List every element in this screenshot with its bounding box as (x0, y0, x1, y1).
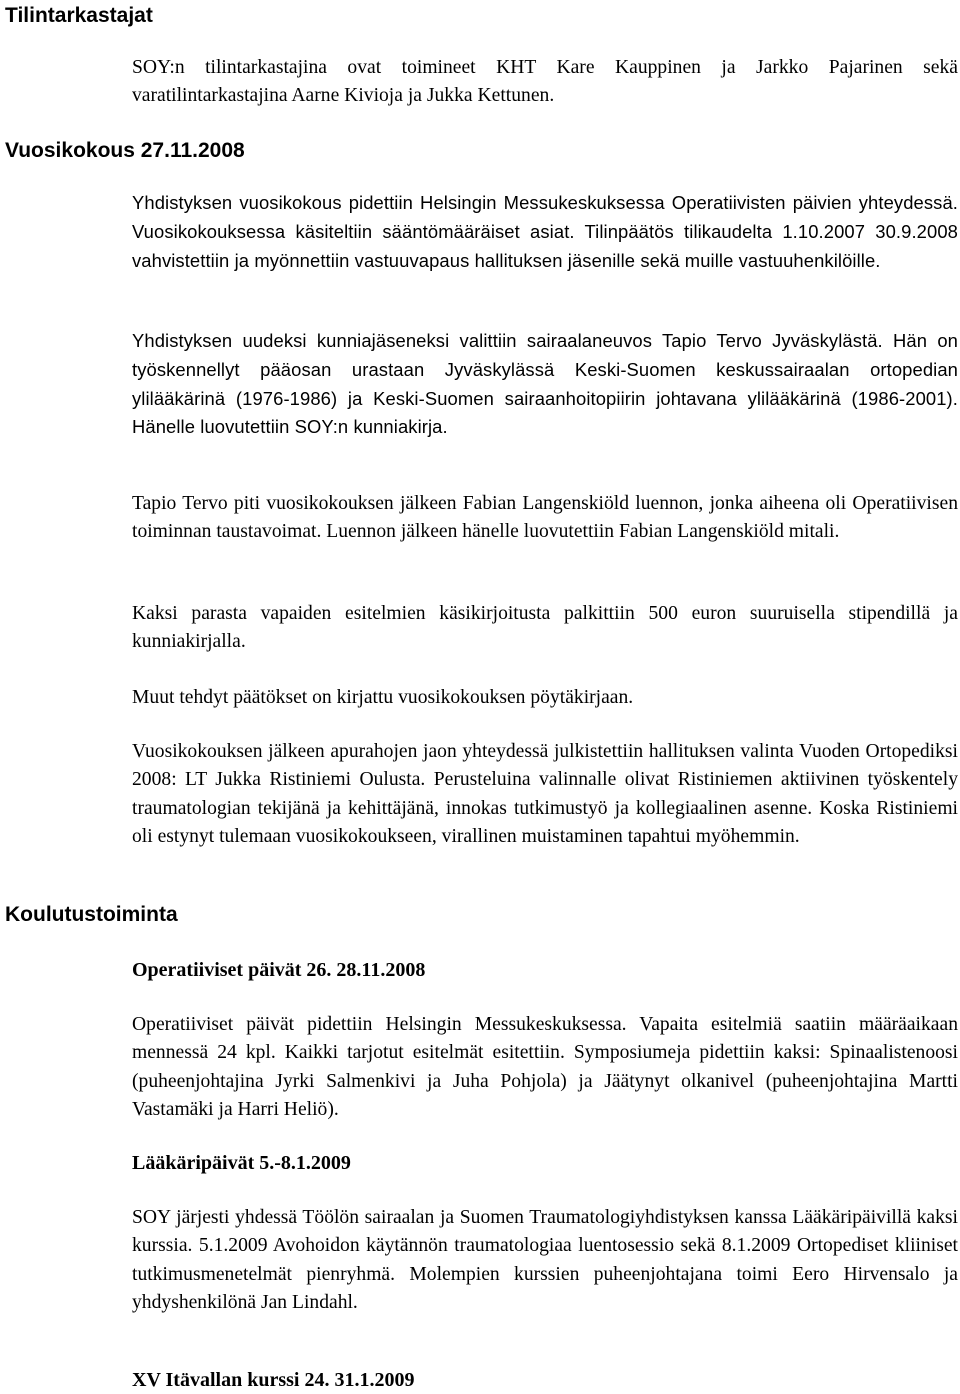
vuosikokous-paragraph-3: Tapio Tervo piti vuosikokouksen jälkeen Fabian Langenskiöld luennon, jonka aiheena oli Operatiivisen toiminnan taustavoimat. Luennon jälkeen hänelle luovutettiin Fabian Langenskiöld mitali. (132, 493, 958, 543)
section-heading-koulutustoiminta: Koulutustoiminta (5, 903, 178, 926)
section-heading-vuosikokous: Vuosikokous 27.11.2008 (5, 139, 245, 162)
laakaripaivat-paragraph: SOY järjesti yhdessä Töölön sairaalan ja Suomen Traumatologiyhdistyksen kanssa Lääkäripäivillä kaksi kurssia. 5.1.2009 Avohoidon käytännön traumatologiaa luentosessio sekä 8.1.2009 Ortopediset kliiniset tutkimusmenetelmät pienryhmä. Molempien kurssien puheenjohtajana toimi Eero Hirvensalo ja yhdyshenkilönä Jan Lindahl. (132, 1207, 958, 1314)
operatiiviset-paivat-title: Operatiiviset päivät 26. 28.11.2008 (132, 959, 426, 981)
vuosikokous-paragraph-1: Yhdistyksen vuosikokous pidettiin Helsingin Messukeskuksessa Operatiivisten päivien yhteydessä. Vuosikokouksessa käsiteltiin sääntömääräiset asiat. Tilinpäätös tilikaudelta 1.10.2007 30.9.2008 vahvistettiin ja myönnettiin vastuuvapaus hallituksen jäsenille sekä muille vastuuhenkilöille. (132, 192, 958, 271)
laakaripaivat-title: Lääkäripäivät 5.-8.1.2009 (132, 1152, 351, 1174)
itavallan-kurssi-title: XV Itävallan kurssi 24. 31.1.2009 (132, 1369, 415, 1391)
tilintarkastajat-paragraph: SOY:n tilintarkastajina ovat toimineet KHT Kare Kauppinen ja Jarkko Pajarinen sekä varatilintarkastajina Aarne Kivioja ja Jukka Kettunen. (132, 57, 958, 107)
vuosikokous-paragraph-2: Yhdistyksen uudeksi kunniajäseneksi valittiin sairaalaneuvos Tapio Tervo Jyväskylästä. Hän on työskennellyt pääosan urastaan Jyväskylässä Keski-Suomen keskussairaalan ortopedian ylilääkärinä (1976-1986) ja Keski-Suomen sairaanhoitopiirin johtavana ylilääkärinä (1986-2001). Hänelle luovutettiin SOY:n kunniakirja. (132, 330, 958, 438)
section-heading-tilintarkastajat: Tilintarkastajat (5, 4, 153, 27)
operatiiviset-paivat-paragraph: Operatiiviset päivät pidettiin Helsingin Messukeskuksessa. Vapaita esitelmiä saatiin määräaikaan mennessä 24 kpl. Kaikki tarjotut esitelmät esitettiin. Symposiumeja pidettiin kaksi: Spinaalistenoosi (puheenjohtajina Jyrki Salmenkivi ja Juha Pohjola) ja Jäätynyt olkanivel (puheenjohtajina Martti Vastamäki ja Harri Heliö). (132, 1014, 958, 1121)
vuosikokous-paragraph-4: Kaksi parasta vapaiden esitelmien käsikirjoitusta palkittiin 500 euron suuruisella stipendillä ja kunniakirjalla. (132, 603, 958, 653)
vuosikokous-paragraph-5: Muut tehdyt päätökset on kirjattu vuosikokouksen pöytäkirjaan. (132, 687, 634, 708)
vuosikokous-paragraph-6: Vuosikokouksen jälkeen apurahojen jaon yhteydessä julkistettiin hallituksen valinta Vuoden Ortopediksi 2008: LT Jukka Ristiniemi Oulusta. Perusteluina valinnalle olivat Ristiniemen aktiivinen työskentely traumatologian tekijänä ja kehittäjänä, innokas tutkimustyö ja kollegiaalinen asenne. Koska Ristiniemi oli estynyt tulemaan vuosikokoukseen, virallinen muistaminen tapahtui myöhemmin. (132, 741, 958, 848)
